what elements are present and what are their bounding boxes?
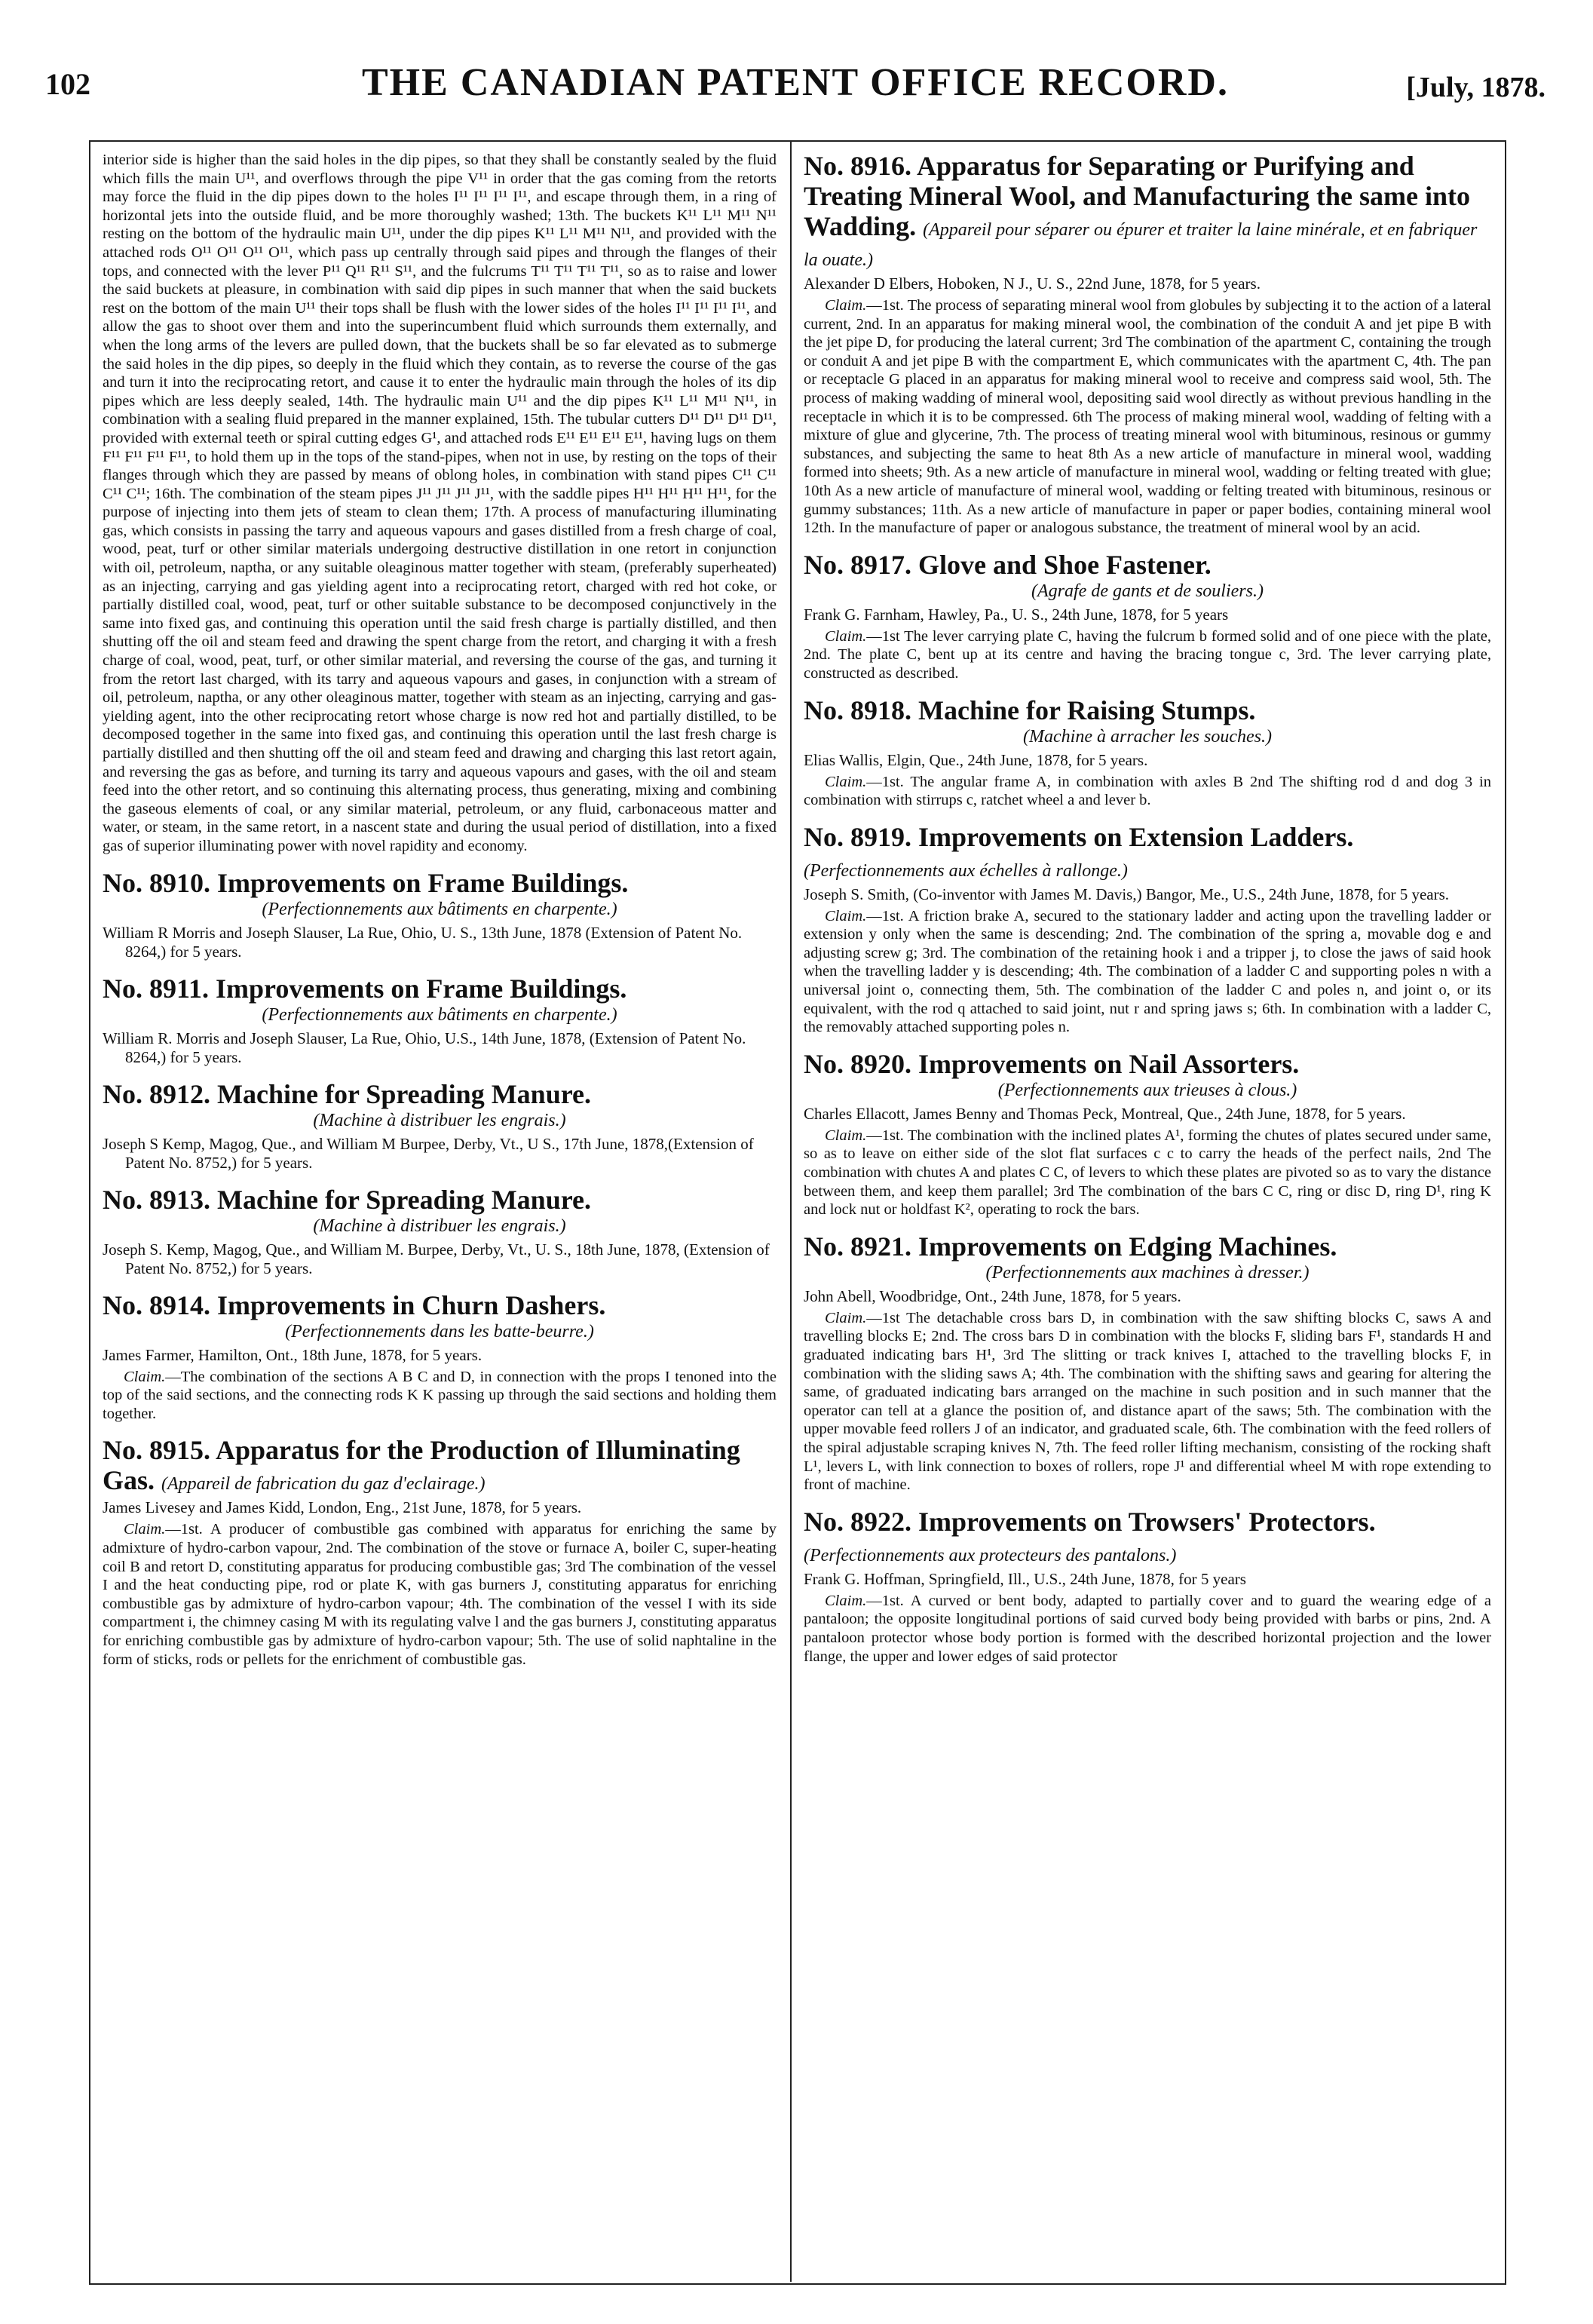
column-divider bbox=[790, 142, 792, 2282]
claim-body: —1st The detachable cross bars D, in combination with the saw shifting blocks C, saws A and travelling blocks E; 2nd. The cross bars D in combination with the blocks F, sliding bars F¹, standards H and graduated indicating bars H¹, 3rd The slitting or track knives I, attached to the travelling blocks F, in combination with the sliding saws A; 4th. The combination with the shifting saws and gearing for altering the same, of graduated indicating bars arranged on the machine in such position and in such manner that the operator can tell at a glance the position of, and distance apart of the saws; 5th. The combination with the upper movable feed rollers J of an indicator, and graduated scale, 6th. The combination with the feed rollers of the spiral adjustable scraping knives N, 7th. The feed roller lifting mechanism, consisting of the rocking shaft L¹, levers L, with link connection to boxes of rollers, rope J¹ and differential wheel M with rope extending to front of machine. bbox=[804, 1309, 1491, 1494]
left-column bbox=[103, 151, 777, 2279]
french-title: (Perfectionnements aux protecteurs des pantalons.) bbox=[804, 1545, 1177, 1565]
claim-text bbox=[804, 627, 1491, 683]
french-title: (Perfectionnements aux bâtiments en charpente.) bbox=[262, 899, 617, 919]
patent-entry bbox=[103, 868, 777, 961]
entry-heading bbox=[103, 1290, 777, 1320]
french-title: (Appareil de fabrication du gaz d'eclairage.) bbox=[161, 1474, 486, 1495]
patent-entry bbox=[103, 1185, 777, 1278]
entry-heading bbox=[804, 1231, 1491, 1262]
entry-heading bbox=[804, 1507, 1491, 1567]
entry-heading bbox=[103, 1435, 777, 1495]
patent-number: No. 8914. bbox=[103, 1289, 210, 1320]
inventor-line: James Farmer, Hamilton, Ont., 18th June, 1878, for 5 years. bbox=[103, 1345, 482, 1364]
patent-title: Improvements on Extension Ladders. bbox=[918, 821, 1354, 852]
inventor-line: Joseph S. Smith, (Co-inventor with James M. Davis,) Bangor, Me., U.S., 24th June, 1878, for 5 years. bbox=[804, 885, 1450, 903]
inventor-line: James Livesey and James Kidd, London, Eng., 21st June, 1878, for 5 years. bbox=[103, 1498, 582, 1517]
patent-title: Improvements on Nail Assorters. bbox=[918, 1048, 1300, 1079]
claim-body: —1st. The combination with the inclined plates A¹, forming the chutes of plates secured under same, so as to leave on either side of the slot flat surfaces c c to carry the heads of the perfect nails, 2nd The combination with chutes A and plates C C, of levers to which these plates are pivoted so as to vary the distance between them, and keep them parallel; 3rd The combination of the bars C C, ring or disc D, ring D¹, ring K and lock nut or holdfast K², operating to rock the bars. bbox=[804, 1127, 1491, 1219]
entry-heading bbox=[103, 868, 777, 898]
patent-number: No. 8921. bbox=[804, 1231, 911, 1262]
claim-body: —1st The lever carrying plate C, having the fulcrum b formed solid and of one piece with the plate, 2nd. The plate C, bent up at its centre and having the bracing tongue c, 3rd. The lever carrying plate, constructed as described. bbox=[804, 627, 1491, 682]
inventor-line: William R. Morris and Joseph Slauser, La Rue, Ohio, U.S., 14th June, 1878, (Extension of Patent No. 8264,) for 5 years. bbox=[103, 1029, 746, 1066]
patent-entry bbox=[103, 1079, 777, 1173]
claim-text bbox=[103, 1368, 777, 1424]
right-column bbox=[804, 151, 1491, 2279]
inventor-line: Elias Wallis, Elgin, Que., 24th June, 1878, for 5 years. bbox=[804, 750, 1148, 769]
issue-date: [July, 1878. bbox=[1406, 72, 1546, 103]
page-header bbox=[45, 60, 1546, 121]
entry-heading bbox=[804, 1049, 1491, 1079]
french-title: (Appareil pour séparer ou épurer et traiter la laine minérale, et en fabriquer la ouate.) bbox=[804, 220, 1478, 270]
claim-label: Claim. bbox=[825, 1127, 867, 1144]
inventor-line: William R Morris and Joseph Slauser, La Rue, Ohio, U. S., 13th June, 1878 (Extension of Patent No. 8264,) for 5 years. bbox=[103, 923, 743, 961]
patent-number: No. 8912. bbox=[103, 1078, 210, 1109]
patent-title: Apparatus for Separating or Purifying and Treating Mineral Wool, and Manufacturing the same into Wadding. bbox=[804, 151, 1471, 241]
claim-body: —1st. A friction brake A, secured to the stationary ladder and acting upon the travelling ladder or extension y only when the same is descending; 2nd. The combination of the spring a, movable dog e and adjusting screw g; 3rd. The combination of the retaining hook i and a tripper j, to close the jaws of said hook when the travelling ladder y is descending; 4th. The combination of a ladder C and supporting poles n with a universal joint o, connecting them, 5th. The combination of the ladder C and poles n, and joint o, or its equivalent, with the rod q attached to said joint, nut r and spring jaws s; 6th. In combination with a ladder C, the removably attached supporting poles n. bbox=[804, 907, 1491, 1036]
patent-title: Machine for Spreading Manure. bbox=[217, 1078, 592, 1109]
claim-label: Claim. bbox=[825, 297, 867, 314]
patent-title: Improvements on Frame Buildings. bbox=[216, 973, 627, 1004]
french-title: (Perfectionnements aux trieuses à clous.) bbox=[997, 1080, 1297, 1100]
page-number: 102 bbox=[45, 67, 90, 101]
claim-label: Claim. bbox=[825, 627, 867, 645]
patent-entry bbox=[103, 973, 777, 1067]
patent-title: Improvements in Churn Dashers. bbox=[217, 1289, 606, 1320]
inventor-line: Alexander D Elbers, Hoboken, N J., U. S., 22nd June, 1878, for 5 years. bbox=[804, 274, 1261, 293]
claim-body: —1st. A producer of combustible gas combined with apparatus for enriching the same by admixture of hydro-carbon vapour, 2nd. The combination of the stove or furnace A, boiler C, super-heating coil B and retort D, constituting apparatus for producing combustible gas; 3rd The combination of the vessel I and the heat conducting pipe, rod or plate K, with gas burners J, constituting apparatus for enriching combustible gas by admixture of hydro-carbon vapour; 4th. The combination of the vessel I with its side compartment i, the chimney casing M with its regulating valve l and the gas burners J, constituting apparatus for enriching combustible gas by admixture of hydro-carbon vapour; 5th. The use of solid naphtaline in the form of sticks, rods or pellets for the enrichment of combustible gas. bbox=[103, 1521, 777, 1668]
patent-title: Machine for Raising Stumps. bbox=[918, 694, 1256, 725]
claim-label: Claim. bbox=[825, 907, 867, 924]
patent-number: No. 8916. bbox=[804, 151, 911, 181]
patent-entry bbox=[804, 550, 1491, 683]
patent-entry bbox=[804, 1231, 1491, 1495]
french-title: (Machine à distribuer les engrais.) bbox=[313, 1110, 566, 1130]
claim-body: —1st. A curved or bent body, adapted to partially cover and to guard the wearing edge of a pantaloon; the opposite longitudinal portions of said curved body being provided with barbs or pins, 2nd. A pantaloon protector whose body portion is formed with the described horizontal projection and the lower flange, the upper and lower edges of said protector bbox=[804, 1592, 1491, 1665]
patent-number: No. 8913. bbox=[103, 1184, 210, 1215]
patent-title: Glove and Shoe Fastener. bbox=[918, 549, 1212, 580]
inventor-line: Charles Ellacott, James Benny and Thomas Peck, Montreal, Que., 24th June, 1878, for 5 years. bbox=[804, 1104, 1406, 1123]
patent-entry bbox=[804, 822, 1491, 1037]
patent-number: No. 8920. bbox=[804, 1048, 911, 1079]
patent-entry bbox=[804, 151, 1491, 538]
claim-body: —1st. The process of separating mineral wool from globules by subjecting it to the action of a lateral current, 2nd. In an apparatus for making mineral wool, the combination of the conduit A and jet pipe B with the jet pipe D, for producing the lateral current; 3rd The combination of the apartment C, containing the trough or conduit A and jet pipe B with the compartment E, which communicates with the apartment C, 4th. The pan or receptacle G placed in an apparatus for making mineral wool to receive and compress said wool, 5th. The process of making wadding of mineral wool, depositing said wool directly as without previous handling in the receptacle in which it is to be compressed. 6th The process of making mineral wool, wadding of felting with a mixture of glue and glycerine, 7th. The process of treating mineral wool with bituminous, resinous or gummy substances, and subjecting the same to heat 8th As a new article of manufacture in mineral wool, wadding formed into sheets; 9th. As a new article of manufacture in mineral wool, wadding or felting treated with glue; 10th As a new article of manufacture of mineral wool, wadding or felting treated with bituminous, resinous or gummy substances; 11th. As a new article of manufacture in paper or paper bodies, containing mineral wool 12th. In the manufacture of paper or analogous substance, the treatment of mineral wool by an acid. bbox=[804, 297, 1491, 537]
claim-label: Claim. bbox=[825, 1592, 867, 1609]
french-title: (Agrafe de gants et de souliers.) bbox=[1031, 581, 1264, 601]
entry-heading bbox=[103, 973, 777, 1004]
continued-claim-text: interior side is higher than the said holes in the dip pipes, so that they shall be constantly sealed by the fluid which fills the main U¹¹, and overflows through the pipe V¹¹ in order that the gas coming from the retorts may force the fluid in the dip pipes down to the holes I¹¹ I¹¹ I¹¹ I¹¹, and escape through them, in a ring of horizontal jets into the outside fluid, and be more thoroughly washed; 13th. The buckets K¹¹ L¹¹ M¹¹ N¹¹ resting on the bottom of the hydraulic main U¹¹, under the dip pipes K¹¹ L¹¹ M¹¹ N¹¹, and provided with the attached rods O¹¹ O¹¹ O¹¹ O¹¹, which pass up centrally through said pipes and through the flanges of their tops, and connected with the lever P¹¹ Q¹¹ R¹¹ S¹¹, and the fulcrums T¹¹ T¹¹ T¹¹ T¹¹, so as to raise and lower the said buckets at pleasure, in combination with said dip pipes in such manner that when the said buckets rest on the bottom of the main U¹¹ their tops shall be flush with the lower sides of the holes I¹¹ I¹¹ I¹¹ I¹¹, and allow the gas to shoot over them and into the superincumbent fluid which surrounds them externally, and when the long arms of the levers are pulled down, that the buckets shall be so far elevated as to submerge the said holes in the dip pipes, so deeply in the fluid which they contain, as to reverse the course of the gas and turn it into the reciprocating retort, and cause it to enter the hydraulic main through the holes of its dip pipes which are less deeply sealed, 14th. The hydraulic main U¹¹ and the dip pipes K¹¹ L¹¹ M¹¹ N¹¹, in combination with a sealing fluid prepared in the manner explained, 15th. The tubular cutters D¹¹ D¹¹ D¹¹ D¹¹, provided with external teeth or spiral cutting edges G¹, and attached rods E¹¹ E¹¹ E¹¹ E¹¹, having lugs on them F¹¹ F¹¹ F¹¹ F¹¹, to hold them up in the tops of the stand-pipes, when not in use, by resting on the tops of their flanges through which they are passed by means of oblong holes, in combination with stand pipes C¹¹ C¹¹ C¹¹ C¹¹; 16th. The combination of the steam pipes J¹¹ J¹¹ J¹¹ J¹¹, with the saddle pipes H¹¹ H¹¹ H¹¹ H¹¹, for the purpose of injecting into them jets of steam to clean them; 17th. A process of manufacturing illuminating gas, which consists in passing the tarry and aqueous vapours and gases distilled from a fresh charge of coal, wood, peat, turf or other similar materials undergoing destructive distillation in one retort in conjunction with oil, petroleum, naptha, or any suitable oleaginous matter together with steam, (preferably superheated) as an injecting, carrying and gas yielding agent into a reciprocating retort, charged with red hot coke, or partially distilled coal, wood, peat, turf or other suitable substance to be decomposed conjunctively in the same into fixed gas, and continuing this operation until the said fresh charge is partially distilled, and then shutting off the oil and steam feed and drawing the spent charge from the retort, and charging it with a fresh charge of coal, wood, peat, turf, or other similar material, and reversing the course of the gas, and turning it from the retort last charged, with its tarry and aqueous vapours and gases, in conjunction with a stream of oil, petroleum, naptha, or any other oleaginous matter, together with steam as an injecting, carrying and gas-yielding agent, into the other reciprocating retort whose charge is now red hot and partially distilled, to be decomposed together in the same into fixed gas, and continuing this operation until the last fresh charge is partially distilled and then shutting off the oil and steam feed and drawing and charging this last retort again, and reversing the gas as before, and turning its tarry and aqueous vapours and gases, with the oil and steam feed into the other retort, and so continuing this alternating process, thus generating, mixing and combining the gaseous elements of coal, or any similar material, petroleum, or any fluid, carbonaceous matter and water, or steam, in the same retort, in a nascent state and during the usual period of distillation, into a fixed gas of superior illuminating power with novel rapidity and economy. bbox=[103, 152, 777, 854]
patent-entry bbox=[103, 1290, 777, 1424]
patent-number: No. 8915. bbox=[103, 1435, 210, 1466]
patent-number: No. 8917. bbox=[804, 549, 911, 580]
entry-heading bbox=[103, 1079, 777, 1109]
patent-number: No. 8919. bbox=[804, 821, 911, 852]
claim-label: Claim. bbox=[124, 1368, 166, 1385]
patent-title: Improvements on Trowsers' Protectors. bbox=[918, 1506, 1376, 1537]
entry-heading bbox=[804, 822, 1491, 882]
patent-entry bbox=[804, 1049, 1491, 1219]
claim-text bbox=[103, 1520, 777, 1669]
patent-number: No. 8911. bbox=[103, 973, 210, 1004]
claim-text bbox=[804, 1592, 1491, 1666]
inventor-line: Frank G. Hoffman, Springfield, Ill., U.S., 24th June, 1878, for 5 years bbox=[804, 1569, 1246, 1588]
claim-text bbox=[804, 907, 1491, 1037]
inventor-line: Joseph S. Kemp, Magog, Que., and William M. Burpee, Derby, Vt., U. S., 18th June, 1878, (Extension of Patent No. 8752,) for 5 years. bbox=[103, 1240, 770, 1277]
claim-text bbox=[804, 773, 1491, 810]
french-title: (Machine à distribuer les engrais.) bbox=[313, 1216, 566, 1236]
patent-entry bbox=[103, 1435, 777, 1669]
french-title: (Machine à arracher les souches.) bbox=[1023, 726, 1272, 747]
claim-body: —1st. The angular frame A, in combination with axles B 2nd The shifting rod d and dog 3 in combination with stirrups c, ratchet wheel a and lever b. bbox=[804, 773, 1491, 809]
claim-label: Claim. bbox=[825, 1309, 867, 1326]
inventor-line: Frank G. Farnham, Hawley, Pa., U. S., 24th June, 1878, for 5 years bbox=[804, 605, 1229, 624]
patent-title: Improvements on Frame Buildings. bbox=[217, 867, 629, 898]
patent-number: No. 8910. bbox=[103, 867, 210, 898]
french-title: (Perfectionnements dans les batte-beurre.) bbox=[285, 1321, 594, 1341]
journal-title: THE CANADIAN PATENT OFFICE RECORD. bbox=[362, 61, 1229, 104]
patent-title: Machine for Spreading Manure. bbox=[217, 1184, 592, 1215]
patent-number: No. 8922. bbox=[804, 1506, 911, 1537]
claim-text bbox=[804, 296, 1491, 538]
claim-body: —The combination of the sections A B C and D, in connection with the props I tenoned into the top of the said sections, and the connecting rods K K passing up through the said sections and holding them together. bbox=[103, 1368, 777, 1422]
patent-number: No. 8918. bbox=[804, 694, 911, 725]
claim-text bbox=[804, 1127, 1491, 1219]
claim-text bbox=[804, 1309, 1491, 1495]
patent-title: Apparatus for the Production of Illuminating Gas. bbox=[103, 1435, 740, 1496]
claim-label: Claim. bbox=[124, 1521, 166, 1538]
french-title: (Perfectionnements aux bâtiments en charpente.) bbox=[262, 1004, 617, 1025]
patent-entry bbox=[804, 1507, 1491, 1666]
claim-label: Claim. bbox=[825, 773, 867, 790]
inventor-line: John Abell, Woodbridge, Ont., 24th June, 1878, for 5 years. bbox=[804, 1286, 1181, 1305]
french-title: (Perfectionnements aux machines à dresser.) bbox=[985, 1262, 1310, 1283]
entry-heading bbox=[804, 151, 1491, 271]
entry-heading bbox=[804, 695, 1491, 725]
patent-title: Improvements on Edging Machines. bbox=[918, 1231, 1337, 1262]
french-title: (Perfectionnements aux échelles à rallonge.) bbox=[804, 860, 1128, 881]
entry-heading bbox=[804, 550, 1491, 580]
entry-heading bbox=[103, 1185, 777, 1215]
patent-entry bbox=[804, 695, 1491, 810]
inventor-line: Joseph S Kemp, Magog, Que., and William M Burpee, Derby, Vt., U S., 17th June, 1878,(Extension of Patent No. 8752,) for 5 years. bbox=[103, 1134, 754, 1172]
